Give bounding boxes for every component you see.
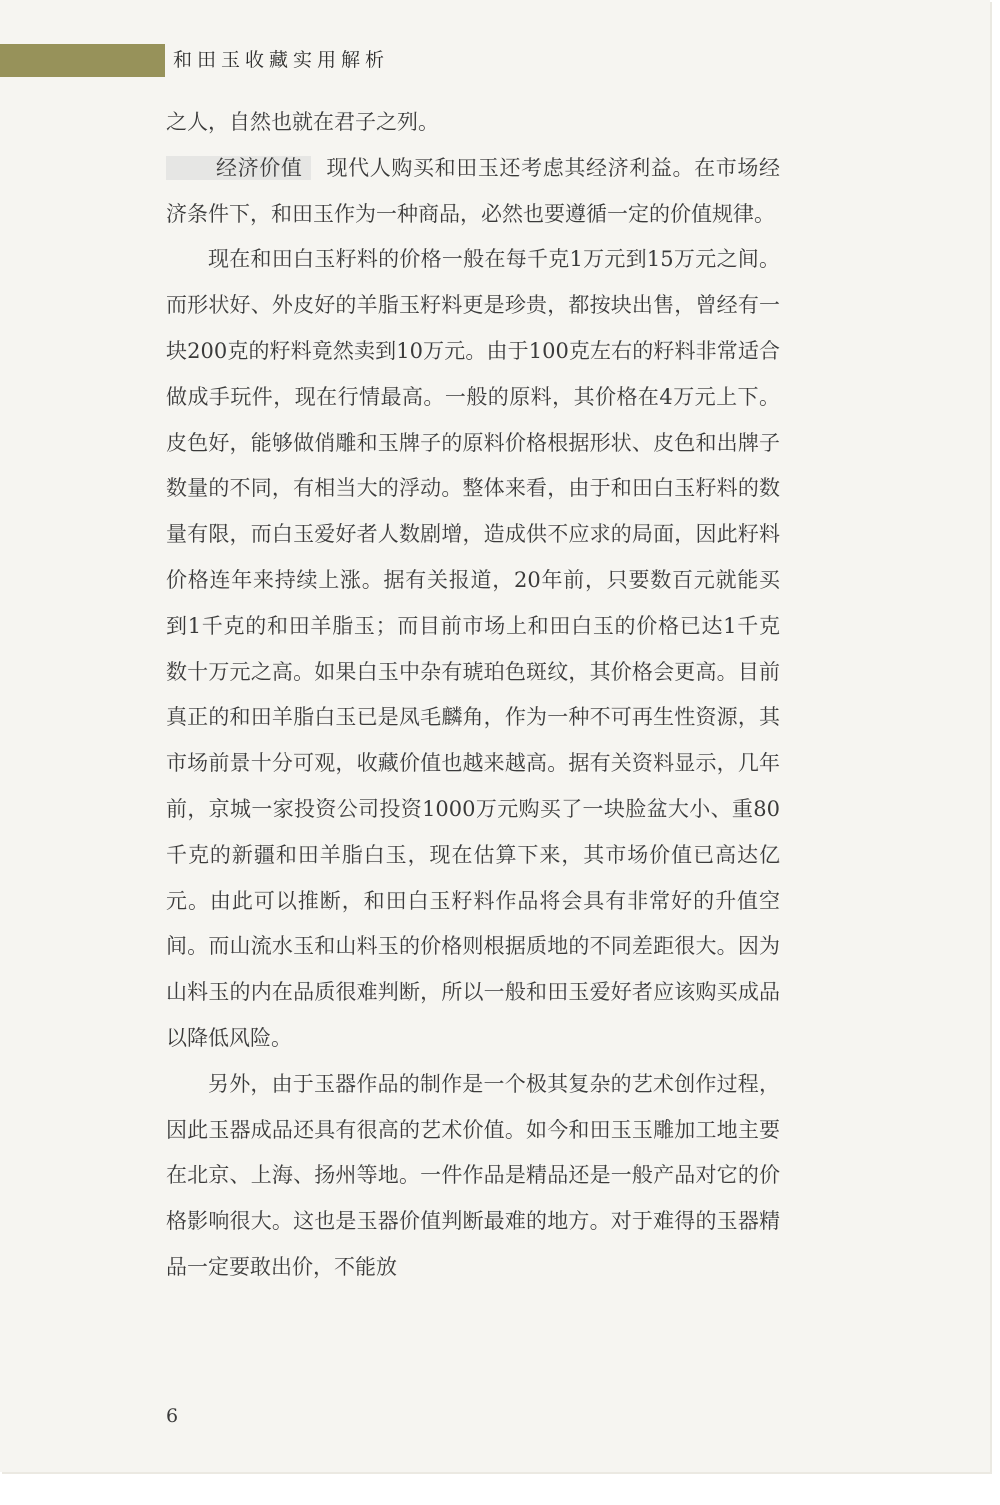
running-header-title: 和田玉收藏实用解析 [173, 49, 390, 71]
body-text [166, 100, 780, 1291]
paragraph-economic-value-text: 现代人购买和田玉还考虑其经济利益。在市场经济条件下，和田玉作为一种商品，必然也要遵循一定的价值规律。 [166, 155, 780, 226]
section-label-economic-value: 经济价值 [166, 156, 311, 180]
paragraph-artistic-value: 另外，由于玉器作品的制作是一个极其复杂的艺术创作过程，因此玉器成品还具有很高的艺术价值。如今和田玉玉雕加工地主要在北京、上海、扬州等地。一件作品是精品还是一般产品对它的价格影响很大。这也是玉器价值判断最难的地方。对于难得的玉器精品一定要敢出价，不能放 [166, 1071, 780, 1279]
page-number: 6 [166, 1405, 179, 1427]
paragraph-continuation: 之人，自然也就在君子之列。 [166, 110, 439, 134]
paragraph-economic-value [166, 146, 780, 238]
paragraph-price: 现在和田白玉籽料的价格一般在每千克1万元到15万元之间。而形状好、外皮好的羊脂玉籽料更是珍贵，都按块出售，曾经有一块200克的籽料竟然卖到10万元。由于100克左右的籽料非常适合做成手玩件，现在行情最高。一般的原料，其价格在4万元上下。皮色好，能够做俏雕和玉牌子的原料价格根据形状、皮色和出牌子数量的不同，有相当大的浮动。整体来看，由于和田白玉籽料的数量有限，而白玉爱好者人数剧增，造成供不应求的局面，因此籽料价格连年来持续上涨。据有关报道，20年前，只要数百元就能买到1千克的和田羊脂玉；而目前市场上和田白玉的价格已达1千克数十万元之高。如果白玉中杂有琥珀色斑纹，其价格会更高。目前真正的和田羊脂白玉已是凤毛麟角，作为一种不可再生性资源，其市场前景十分可观，收藏价值也越来越高。据有关资料显示，几年前，京城一家投资公司投资1000万元购买了一块脸盆大小、重80千克的新疆和田羊脂白玉，现在估算下来，其市场价值已高达亿元。由此可以推断，和田白玉籽料作品将会具有非常好的升值空间。而山流水玉和山料玉的价格则根据质地的不同差距很大。因为山料玉的内在品质很难判断，所以一般和田玉爱好者应该购买成品以降低风险。 [166, 247, 780, 1050]
header-color-band [0, 44, 165, 77]
